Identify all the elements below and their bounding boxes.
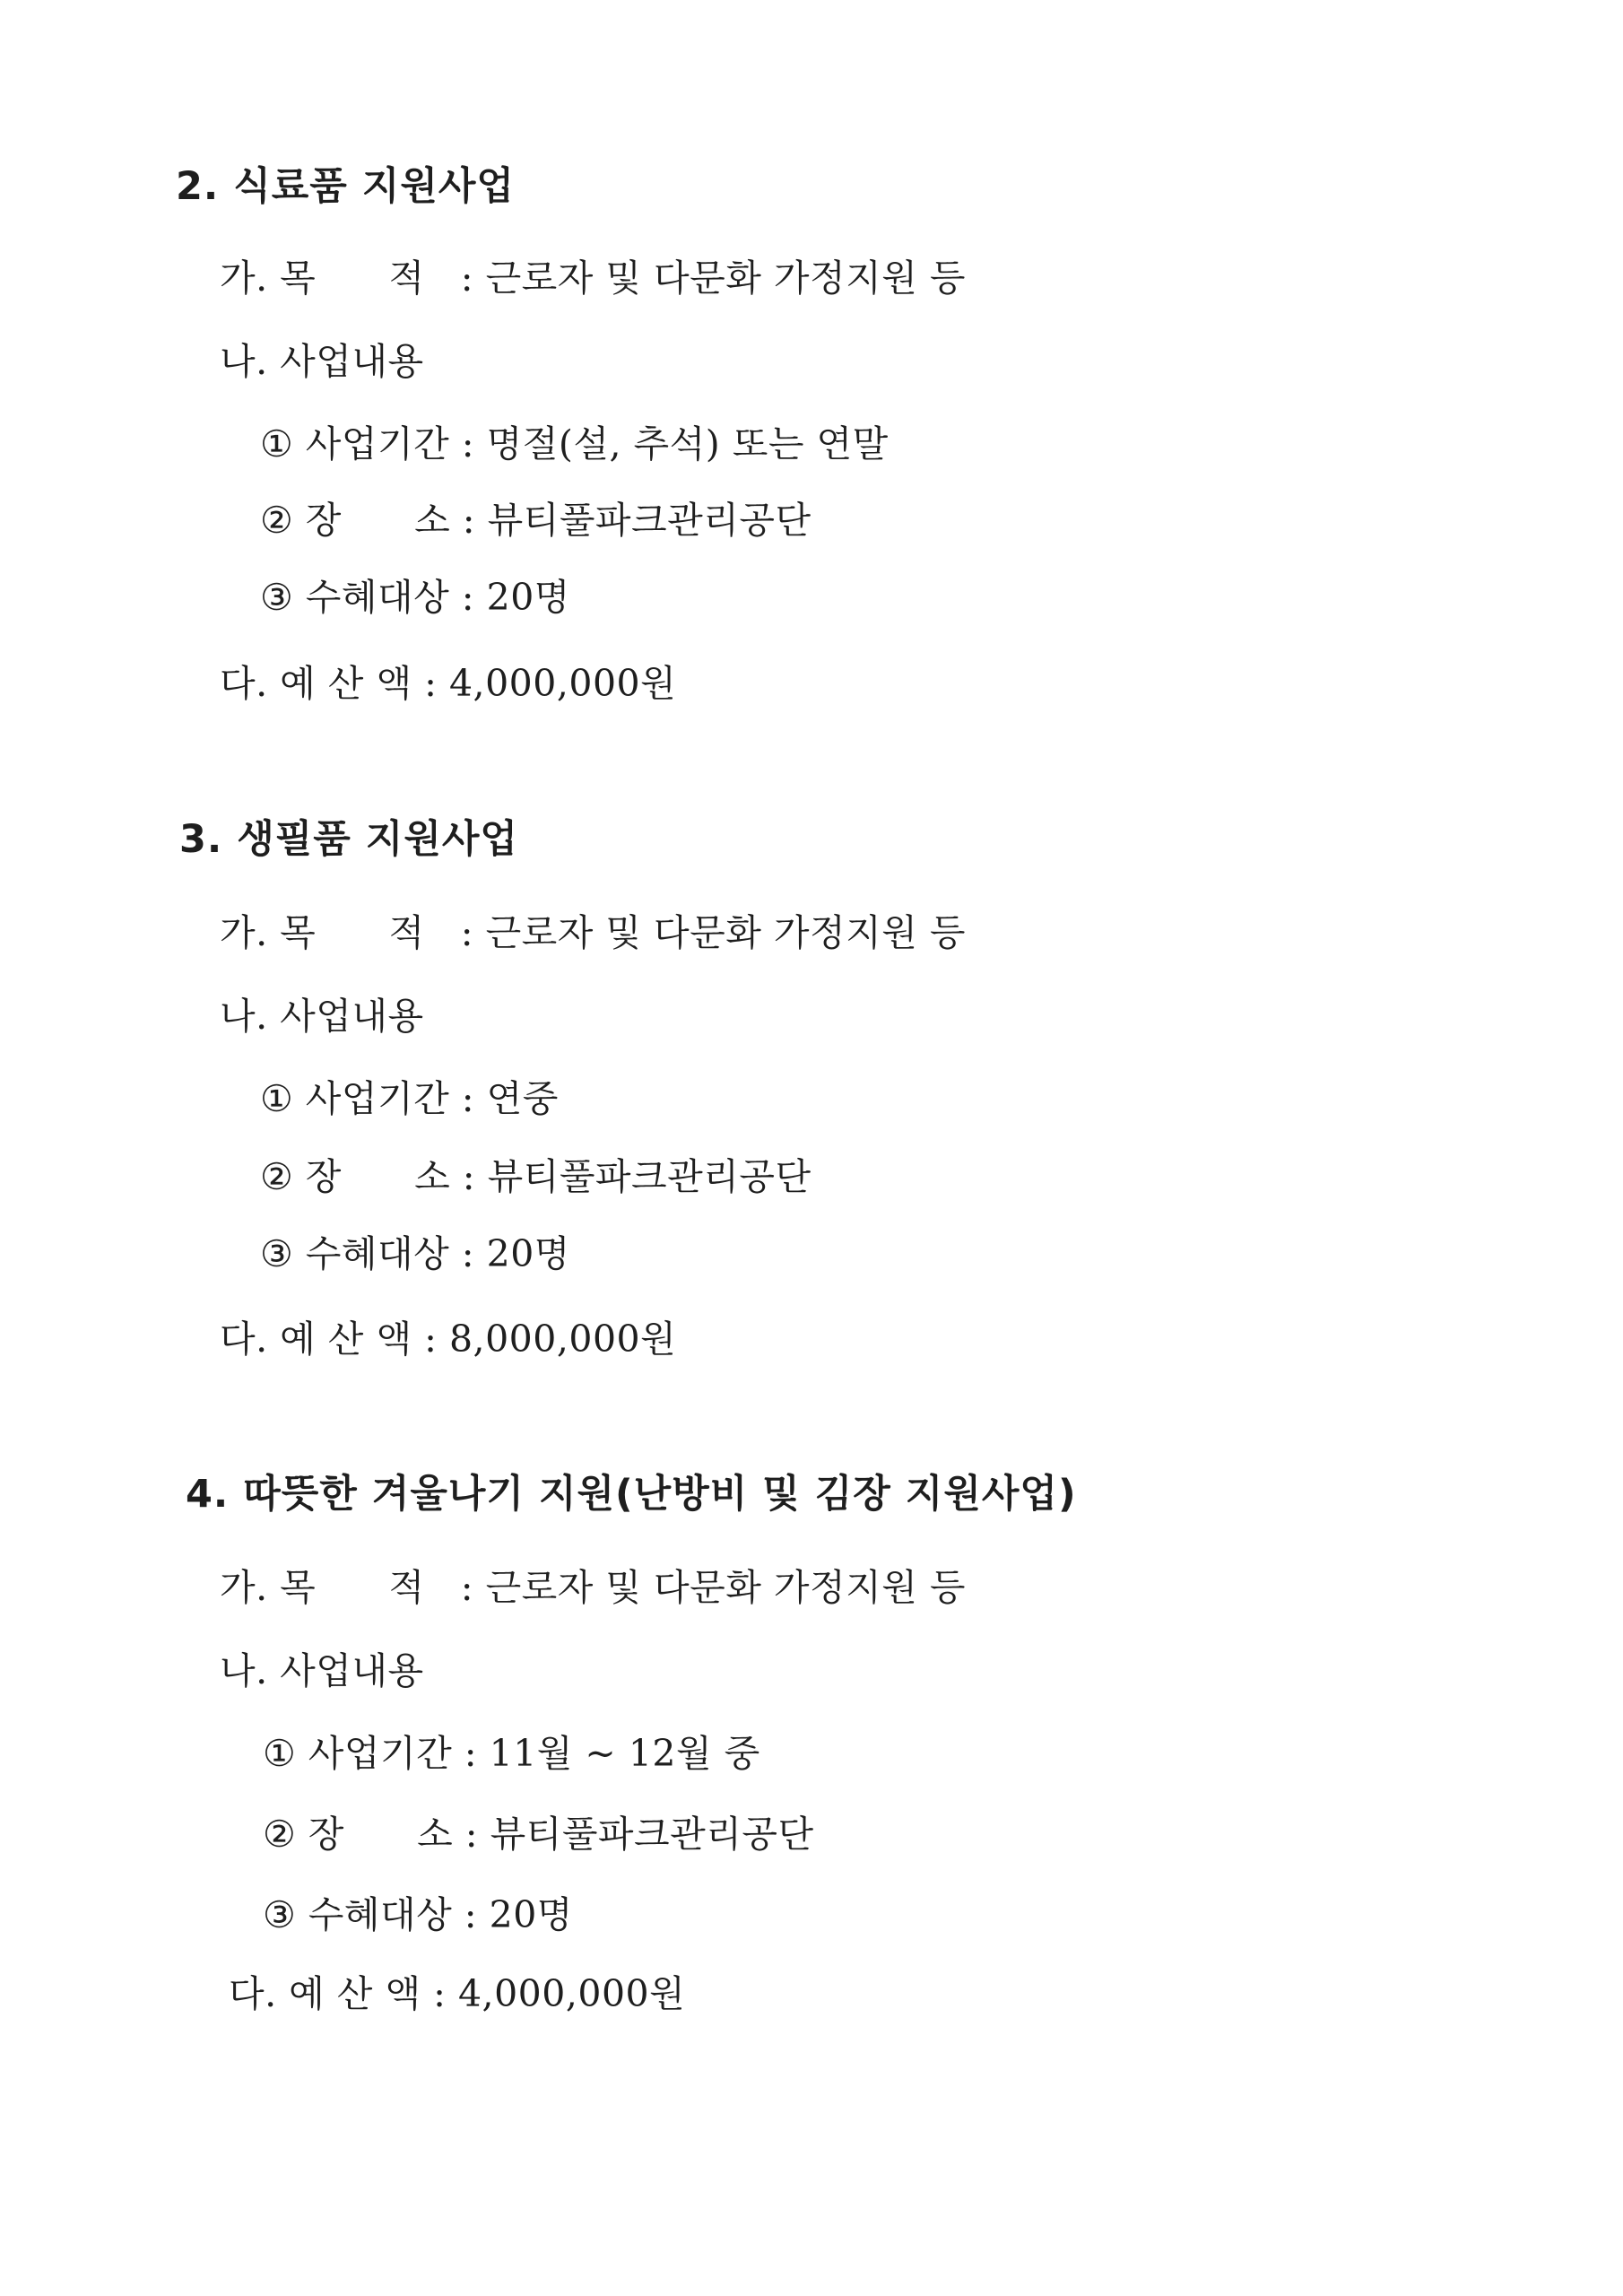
field-value: 뷰티풀파크관리공단 [487,499,812,542]
circled-number: ② [260,1155,306,1198]
field-label: 목 적 [280,257,425,300]
circled-number: ① [260,1077,306,1120]
field-value: 근로자 및 다문화 가정지원 등 [485,911,966,954]
section-heading: 2. 식료품 지원사업 [176,164,515,209]
field-label: 수혜대상 [305,576,450,619]
field-label: 예 산 액 [280,662,412,705]
list-marker: 다. [229,1972,290,2015]
sub-item-place [260,499,812,542]
list-marker: 다. [220,1318,281,1361]
field-value: 11월 ~ 12월 중 [489,1732,760,1775]
field-value: 20명 [486,576,570,619]
circled-number: ① [260,422,306,465]
field-value: 연중 [486,1077,559,1120]
sub-item-beneficiaries [263,1893,573,1936]
field-separator: : [452,1893,490,1936]
field-value: 근로자 및 다문화 가정지원 등 [485,1566,966,1609]
field-label: 예 산 액 [280,1318,412,1361]
field-value: 4,000,000원 [448,662,677,705]
field-separator: : [450,499,488,542]
field-label: 수혜대상 [308,1893,453,1936]
field-label: 사업기간 [308,1732,453,1775]
sub-item-place [260,1155,812,1198]
field-separator: : [449,576,487,619]
content-line [220,340,424,383]
field-separator: : [448,911,486,954]
field-label: 장 소 [305,1155,451,1198]
sub-item-beneficiaries [260,576,570,619]
circled-number: ① [263,1732,308,1775]
budget-line [229,1972,686,2015]
field-separator: : [449,422,487,465]
list-marker: 가. [220,1566,281,1609]
list-marker: 나. [220,1649,281,1692]
budget-line [220,1318,677,1361]
field-label: 사업기간 [305,422,450,465]
field-separator: : [448,257,486,300]
field-separator: : [453,1813,490,1856]
field-label: 목 적 [280,1566,425,1609]
field-separator: : [449,1232,487,1275]
section-heading: 4. 따뜻한 겨울나기 지원(난방비 및 김장 지원사업) [186,1472,1077,1517]
field-value: 4,000,000원 [457,1972,686,2015]
sub-item-period [260,1077,559,1120]
purpose-line [220,1566,966,1609]
field-value: 20명 [486,1232,570,1275]
circled-number: ③ [260,1232,306,1275]
list-marker: 가. [220,257,281,300]
field-label: 예 산 액 [289,1972,421,2015]
sub-item-period [263,1732,760,1775]
list-marker: 다. [220,662,281,705]
field-label: 사업내용 [280,340,424,383]
content-line [220,1649,424,1692]
field-separator: : [452,1732,490,1775]
circled-number: ③ [260,576,306,619]
budget-line [220,662,677,705]
sub-item-period [260,422,889,465]
field-value: 뷰티풀파크관리공단 [487,1155,812,1198]
field-separator: : [421,1972,458,2015]
field-separator: : [448,1566,486,1609]
list-marker: 나. [220,340,281,383]
circled-number: ② [260,499,306,542]
sub-item-place [263,1813,814,1856]
field-label: 목 적 [280,911,425,954]
field-value: 명절(설, 추석) 또는 연말 [486,422,889,465]
field-value: 20명 [489,1893,573,1936]
field-label: 사업내용 [280,995,424,1038]
content-line [220,995,424,1038]
purpose-line [220,911,966,954]
field-separator: : [412,662,449,705]
list-marker: 가. [220,911,281,954]
circled-number: ③ [263,1893,308,1936]
circled-number: ② [263,1813,308,1856]
field-label: 장 소 [305,499,451,542]
field-value: 8,000,000원 [448,1318,677,1361]
section-heading: 3. 생필품 지원사업 [179,817,518,862]
field-separator: : [449,1077,487,1120]
list-marker: 나. [220,995,281,1038]
field-label: 사업기간 [305,1077,450,1120]
field-separator: : [412,1318,449,1361]
field-label: 수혜대상 [305,1232,450,1275]
sub-item-beneficiaries [260,1232,570,1275]
purpose-line [220,257,966,300]
field-label: 사업내용 [280,1649,424,1692]
field-separator: : [450,1155,488,1198]
field-label: 장 소 [308,1813,454,1856]
field-value: 뷰티풀파크관리공단 [490,1813,814,1856]
field-value: 근로자 및 다문화 가정지원 등 [485,257,966,300]
